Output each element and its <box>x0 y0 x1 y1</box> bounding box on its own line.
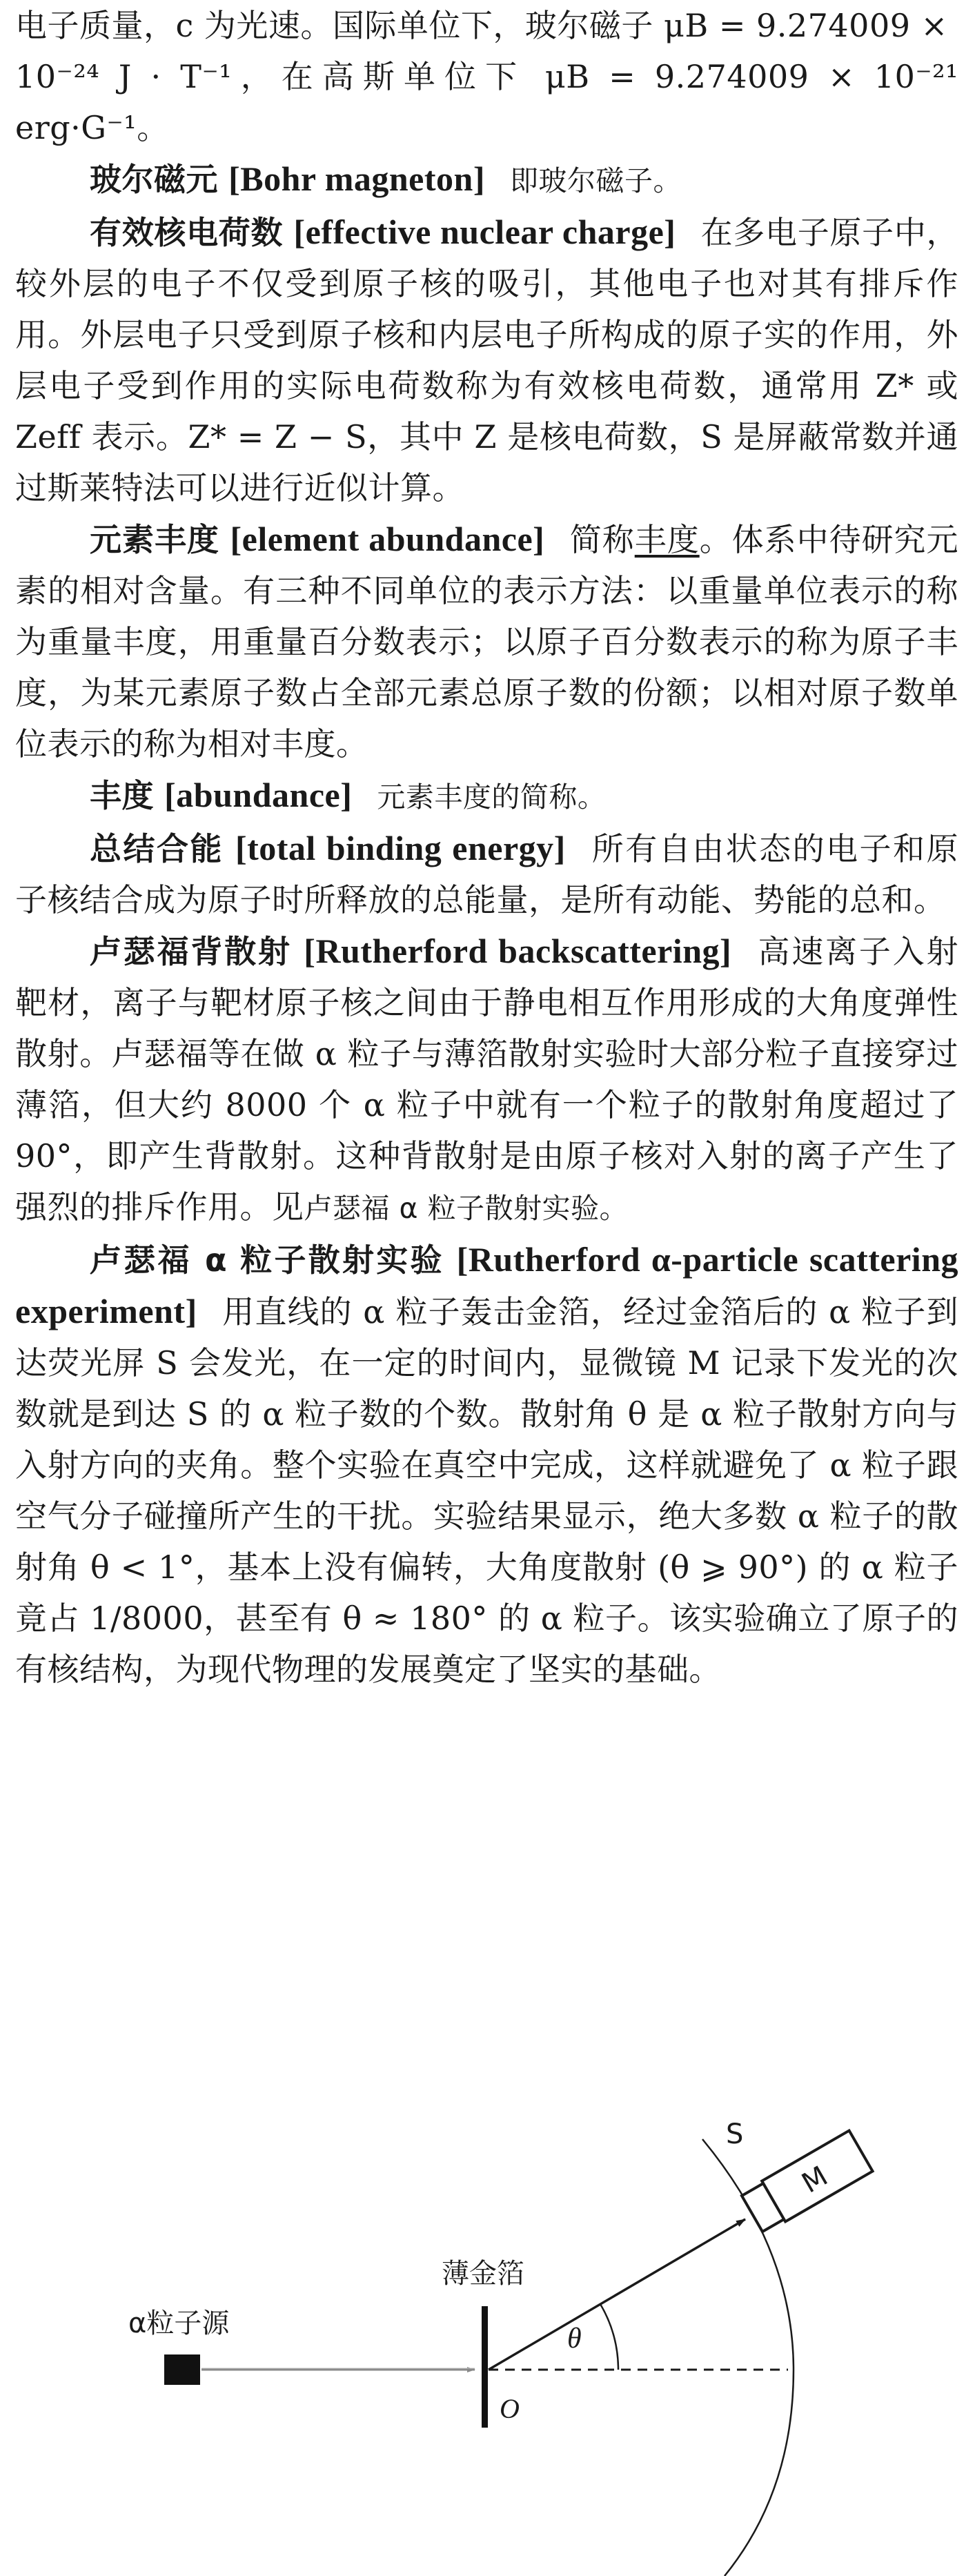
entry-english: [Rutherford backscattering] <box>304 932 732 970</box>
entry-body: 在多电子原子中，较外层的电子不仅受到原子核的吸引，其他电子也对其有排斥作用。外层电子只受到原子核和内层电子所构成的原子实的作用，外层电子受到作用的实际电荷数称为有效核电荷数，通常用 Z* 或 Zeff 表示。Z* = Z − S，其中 Z 是核电荷数，S 是屏蔽常数并通过斯莱特法可以进行近似计算。 <box>15 214 959 507</box>
entry-term: 总结合能 <box>90 830 224 867</box>
alpha-source-label: α粒子源 <box>128 2308 230 2339</box>
entry-rutherford-scattering-experiment <box>15 1234 958 1695</box>
top-fragment-line2: 10⁻²⁴ J · T⁻¹，在高斯单位下 μB = 9.274009 × 10⁻²¹ erg·G⁻¹。 <box>15 58 958 146</box>
entry-total-binding-energy <box>15 823 958 925</box>
origin-label: O <box>500 2393 520 2424</box>
entry-effective-nuclear-charge <box>15 206 958 513</box>
entry-english: [element abundance] <box>230 520 545 558</box>
entry-abundance <box>15 769 958 823</box>
entry-element-abundance <box>15 513 958 769</box>
entry-term: 卢瑟福 α 粒子散射实验 <box>90 1241 444 1279</box>
entry-rutherford-backscattering <box>15 925 958 1234</box>
scattering-angle-arc <box>600 2304 618 2370</box>
gold-foil <box>482 2306 488 2428</box>
scattering-angle-label: θ <box>567 2323 582 2354</box>
alpha-source-block <box>164 2354 200 2385</box>
entry-term: 玻尔磁元 <box>90 161 218 198</box>
entry-term: 有效核电荷数 <box>90 214 284 251</box>
entry-body: 。体系中待研究元素的相对含量。有三种不同单位的表示方法：以重量单位表示的称为重量丰度，用重量百分数表示；以原子百分数表示的称为原子丰度，为某元素原子数占全部元素总原子数的份额；以相对原子数单位表示的称为相对丰度。 <box>15 521 959 763</box>
entry-xref-intro: 见 <box>272 1188 304 1226</box>
screen-label: S <box>726 2118 744 2150</box>
entry-body-prefix: 简称 <box>569 521 635 558</box>
entry-term: 元素丰度 <box>90 521 219 558</box>
entry-abundance-link[interactable]: 丰度 <box>634 521 700 558</box>
microscope <box>740 2131 873 2234</box>
entry-bohr-magneton <box>15 153 958 206</box>
microscope-label: M <box>796 2160 834 2200</box>
diagram-svg <box>0 2091 975 2576</box>
entry-body: 用直线的 α 粒子轰击金箔，经过金箔后的 α 粒子到达荧光屏 S 会发光，在一定的时间内，显微镜 M 记录下发光的次数就是到达 S 的 α 粒子数的个数。散射角 θ 是 α 粒子散射方向与入射方向的夹角。整个实验在真空中完成，这样就避免了 α 粒子跟空气分子碰撞所产生的干扰。实验结果显示，绝大多数 α 粒子的散射角 θ < 1°，基本上没有偏转，大角度散射 (θ ⩾ 90°) 的 α 粒子竟占 1/8000，甚至有 θ ≈ 180° 的 α 粒子。该实验确立了原子的有核结构，为现代物理的发展奠定了坚实的基础。 <box>15 1293 958 1688</box>
entry-term: 卢瑟福背散射 <box>90 933 292 970</box>
top-fragment-line1: 电子质量，c 为光速。国际单位下，玻尔磁子 μB = 9.274009 × <box>15 7 948 44</box>
entry-term: 丰度 <box>90 777 154 814</box>
entry-english: [abundance] <box>164 776 353 814</box>
entry-english: [effective nuclear charge] <box>293 213 676 251</box>
rutherford-experiment-diagram <box>0 2091 975 2576</box>
top-fragment <box>15 0 958 153</box>
entry-english: [total binding energy] <box>235 829 566 867</box>
entry-english: [Rutherford α-particle scattering experiment] <box>15 1240 958 1330</box>
entry-body: 所有自由状态的电子和原子核结合成为原子时所释放的总能量，是所有动能、势能的总和。 <box>15 830 959 918</box>
entry-english: [Bohr magneton] <box>228 159 485 198</box>
entry-cross-reference[interactable]: 即玻尔磁子。 <box>509 164 682 197</box>
gold-foil-label: 薄金箔 <box>442 2258 524 2290</box>
entry-cross-reference[interactable]: 卢瑟福 α 粒子散射实验。 <box>304 1192 629 1225</box>
entry-cross-reference[interactable]: 元素丰度的简称。 <box>377 780 607 814</box>
entry-body: 高速离子入射靶材，离子与靶材原子核之间由于静电相互作用形成的大角度弹性散射。卢瑟福等在做 α 粒子与薄箔散射实验时大部分粒子直接穿过薄箔，但大约 8000 个 α 粒子中就有一个粒子的散射角度超过了 90°，即产生背散射。这种背散射是由原子核对入射的离子产生了强烈的排斥作用。 <box>15 933 959 1226</box>
